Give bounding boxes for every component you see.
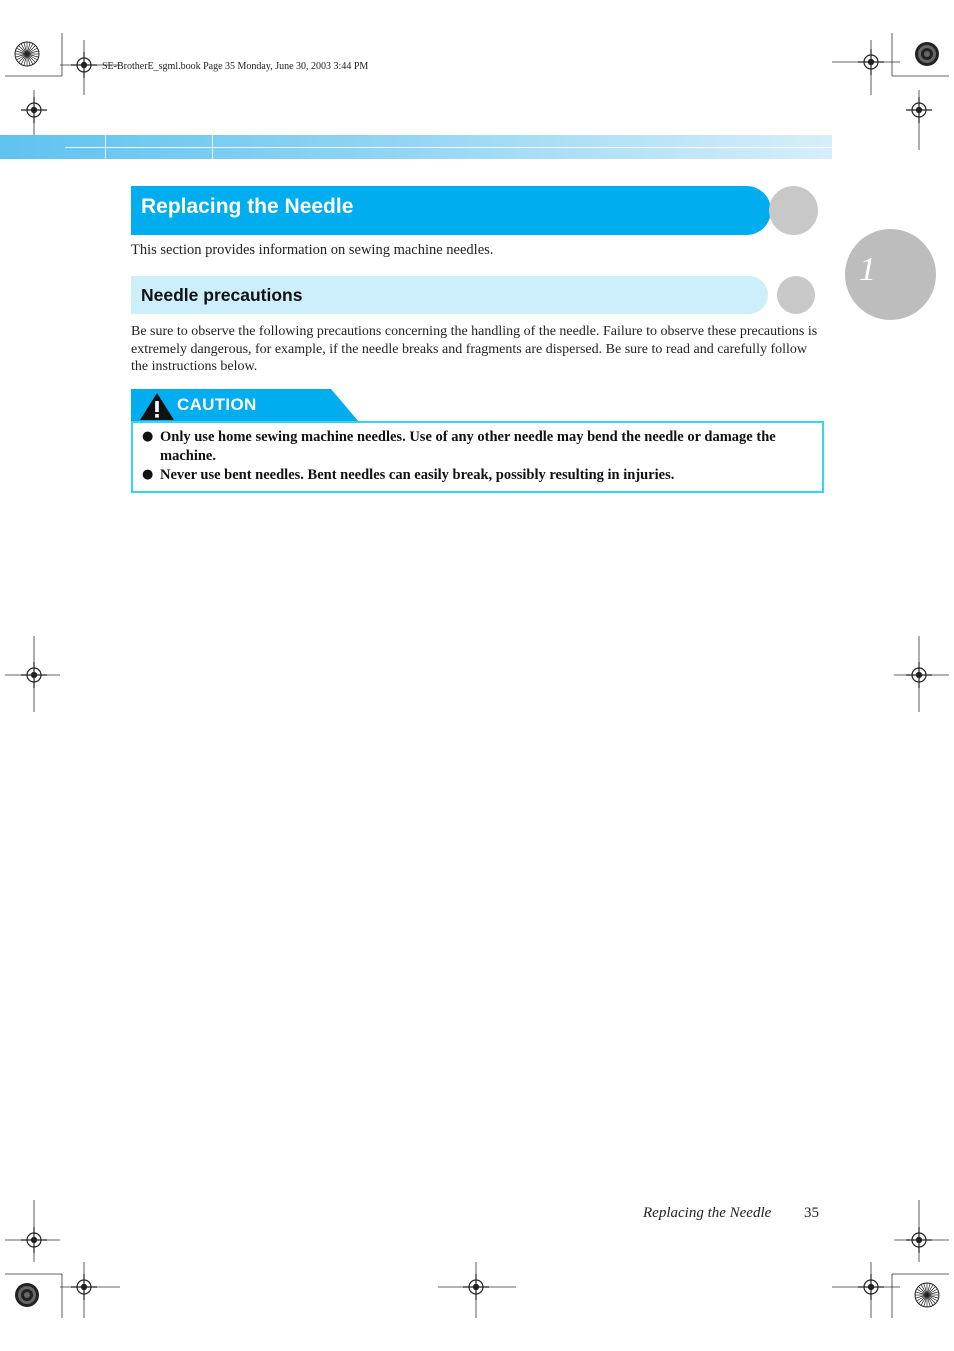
registration-disc-icon: [15, 1283, 39, 1307]
registration-crosshair-icon: [858, 49, 884, 75]
registration-crosshair-icon: [21, 97, 47, 123]
caution-label: CAUTION: [177, 395, 257, 414]
intro-text: This section provides information on sewing machine needles.: [131, 242, 494, 258]
subheading-cap-circle: [777, 276, 815, 314]
subheading: Needle precautions: [141, 285, 303, 305]
registration-disc-icon: [915, 42, 939, 66]
caution-box: [131, 421, 824, 493]
heading-cap-circle: [769, 186, 818, 235]
registration-crosshair-icon: [858, 1274, 884, 1300]
page-title: Replacing the Needle: [141, 195, 354, 218]
registration-crosshair-icon: [906, 1227, 932, 1253]
registration-crosshair-icon: [906, 97, 932, 123]
registration-crosshair-icon: [71, 1274, 97, 1300]
caution-item: Only use home sewing machine needles. Use of any other needle may bend the needle or damage the machine.: [160, 429, 776, 464]
registration-starburst-icon: [915, 1283, 939, 1307]
footer-title: Replacing the Needle: [643, 1205, 772, 1221]
header-band: [0, 135, 832, 159]
registration-crosshair-icon: [463, 1274, 489, 1300]
section-heading-bar: [131, 186, 771, 235]
bullet-icon: ●: [142, 467, 154, 482]
chapter-number: 1: [859, 251, 876, 288]
bullet-icon: ●: [142, 429, 154, 444]
chapter-tab: [845, 229, 936, 320]
registration-starburst-icon: [15, 42, 39, 66]
page-number: 35: [804, 1205, 819, 1221]
print-slug: SE-BrotherE_sgml.book Page 35 Monday, June 30, 2003 3:44 PM: [102, 61, 369, 72]
registration-crosshair-icon: [71, 52, 97, 78]
caution-item: Never use bent needles. Bent needles can easily break, possibly resulting in injuries.: [160, 467, 675, 483]
registration-crosshair-icon: [906, 662, 932, 688]
registration-crosshair-icon: [21, 1227, 47, 1253]
registration-crosshair-icon: [21, 662, 47, 688]
precautions-text: Be sure to observe the following precautions concerning the handling of the needle. Failure to observe these precautions is extremely dangerous, for example, if the needle breaks and fragments are dispersed. Be sure to read and carefully follow the instructions below.: [131, 324, 818, 375]
subheading-bar: [131, 276, 768, 314]
